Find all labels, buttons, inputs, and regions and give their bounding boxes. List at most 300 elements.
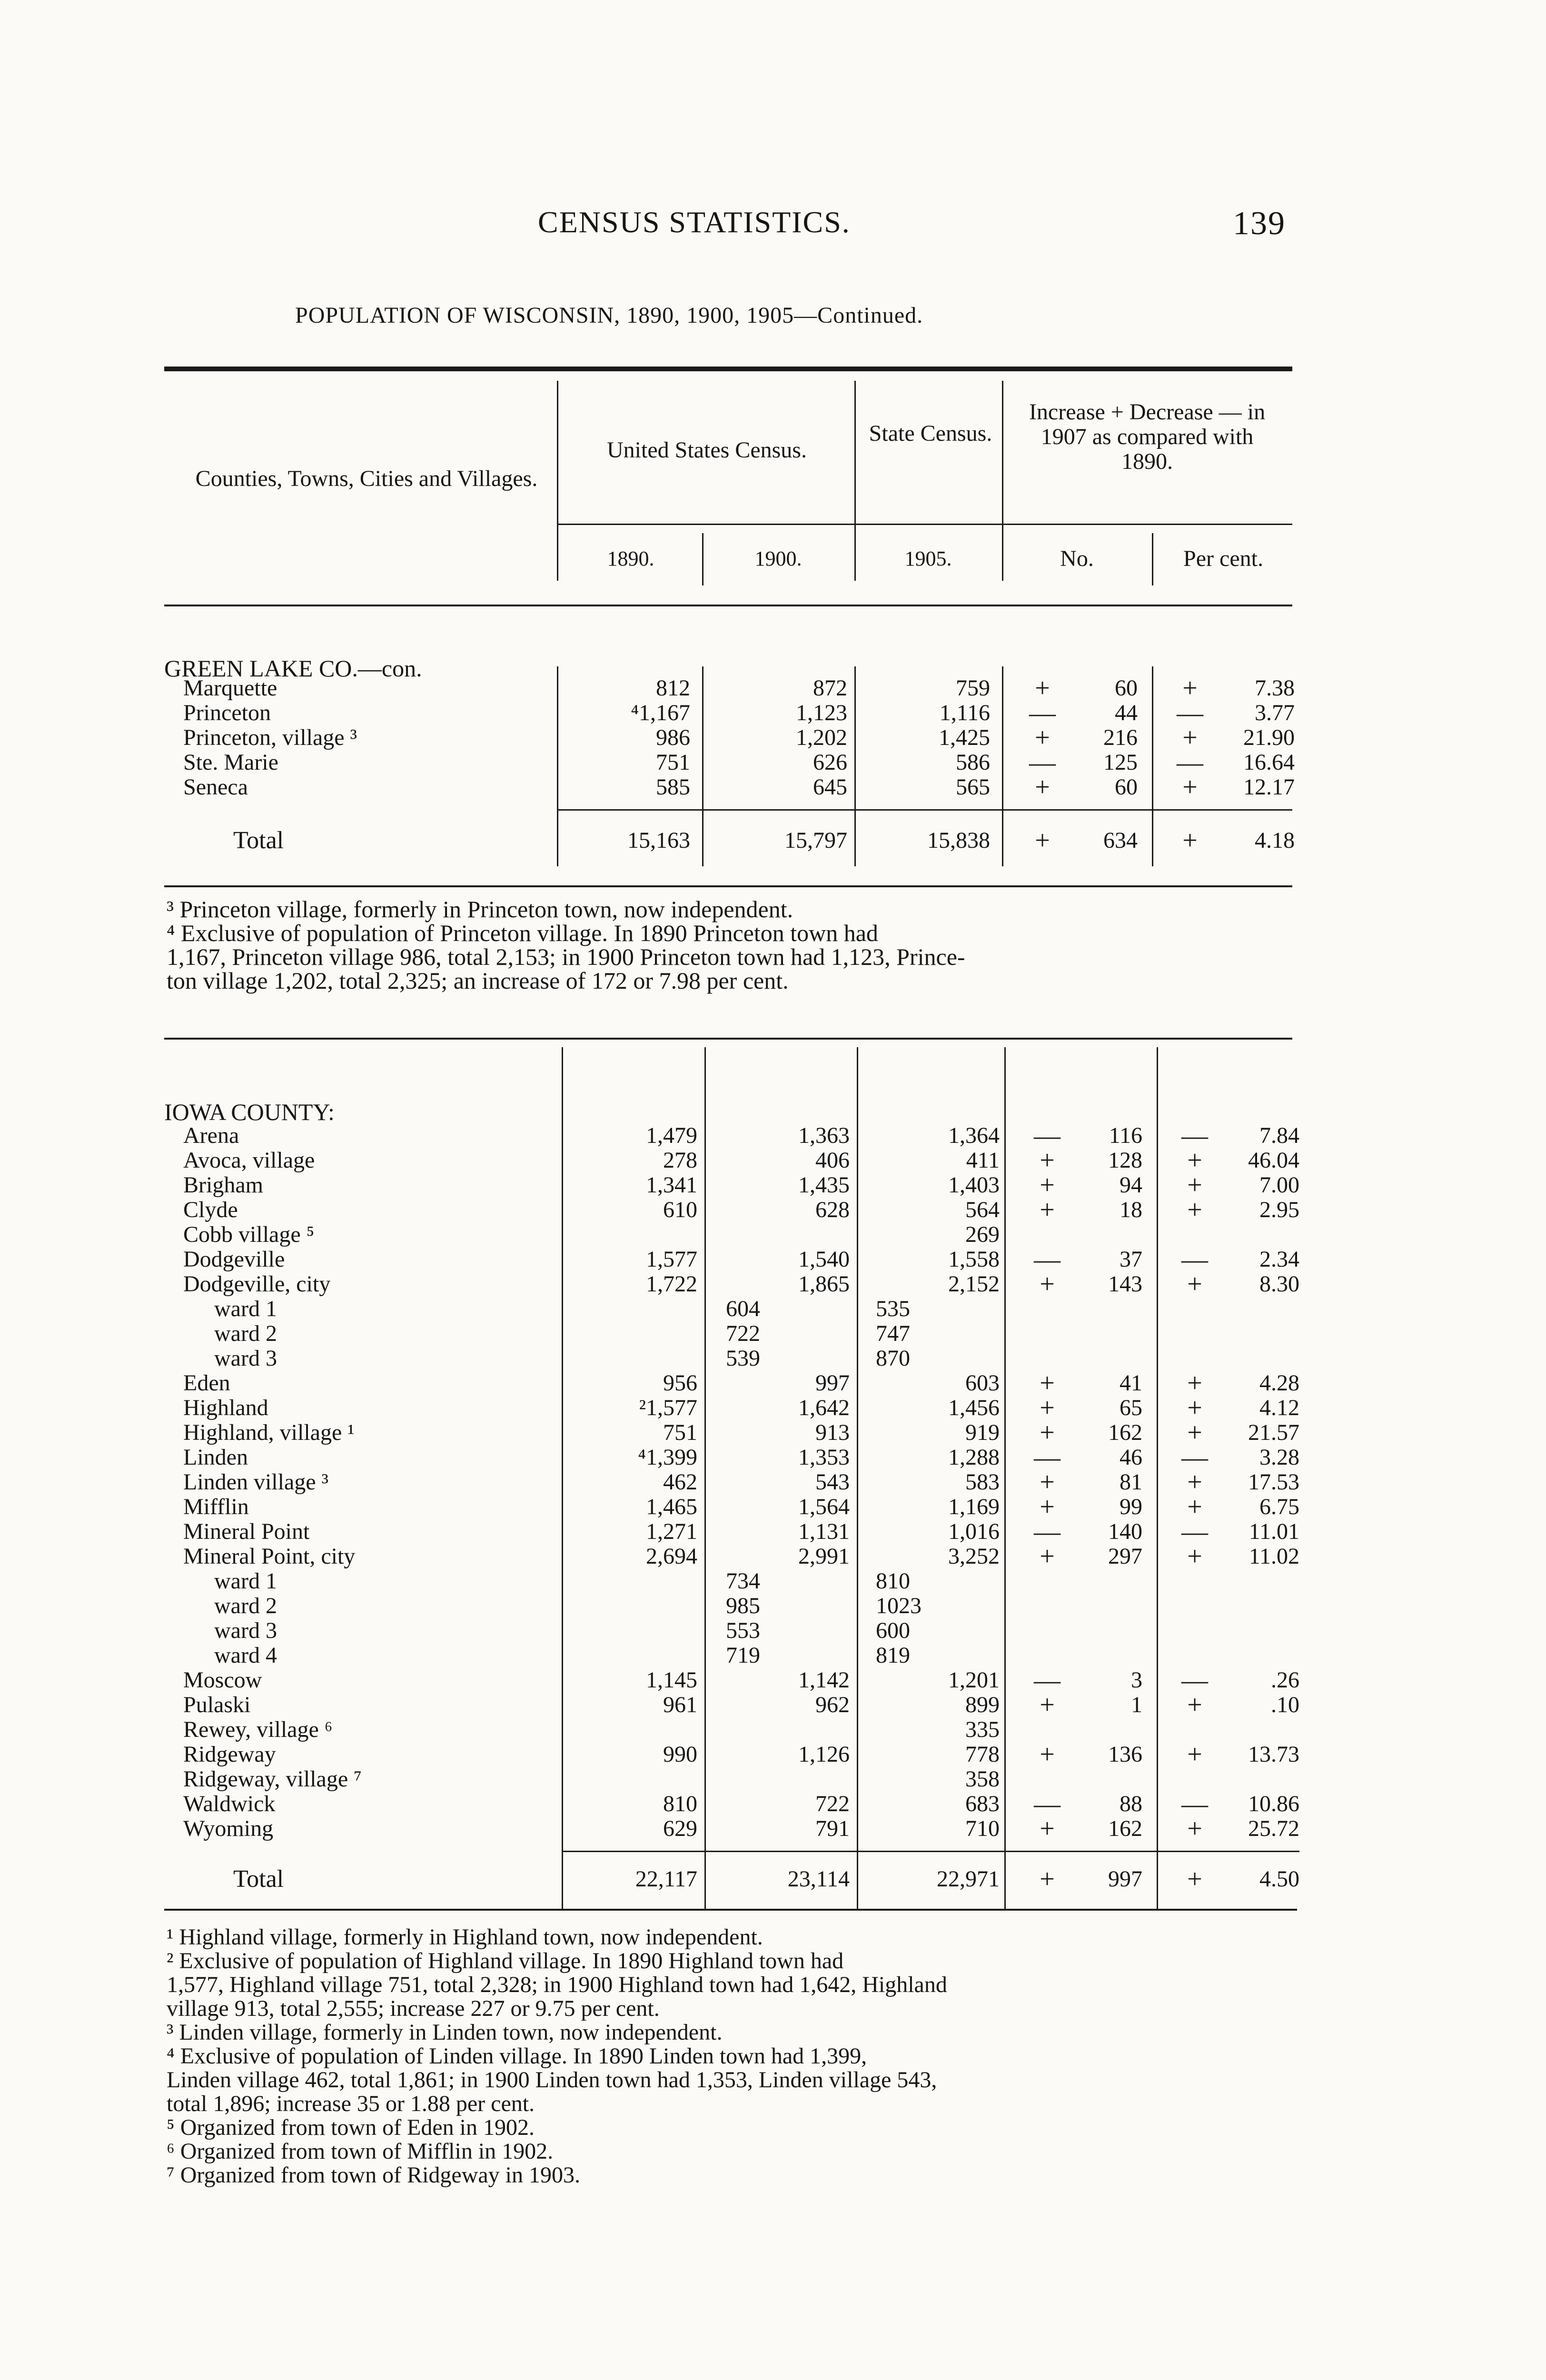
change-sign: + <box>1040 1740 1055 1769</box>
footnote-line: village 913, total 2,555; increase 227 or 9.75 per cent. <box>167 1996 660 2021</box>
change-sign: — <box>1029 698 1056 728</box>
row-name: Seneca <box>183 774 248 800</box>
value-1900: 962 <box>815 1692 850 1717</box>
col-header-1900: 1900. <box>754 547 802 570</box>
row-name: ward 3 <box>214 1618 277 1643</box>
change-sign <box>1180 1222 1209 1247</box>
value-1900 <box>735 1297 850 1321</box>
change-number <box>1071 1346 1142 1371</box>
change-sign <box>1180 1297 1209 1321</box>
value-1900 <box>735 1717 850 1742</box>
value-1890: 751 <box>663 1420 697 1445</box>
value-1900: 543 <box>815 1469 850 1495</box>
value-1890 <box>583 1618 697 1643</box>
change-number: 37 <box>1120 1247 1142 1272</box>
change-number: 88 <box>1120 1791 1142 1816</box>
change-sign: — <box>1181 1789 1208 1819</box>
row-name: Ridgeway <box>183 1742 276 1767</box>
change-sign: + <box>1040 1393 1055 1423</box>
footnote-line: 1,577, Highland village 751, total 2,328; in 1900 Highland town had 1,642, Highland <box>167 1972 947 1997</box>
change-percent <box>1223 1222 1299 1247</box>
value-1900: 722 <box>815 1791 850 1816</box>
change-percent: 16.64 <box>1243 750 1295 775</box>
value-1890: 1,722 <box>646 1271 697 1297</box>
ward-value-1900: 604 <box>726 1296 760 1321</box>
total-1900: 23,114 <box>787 1866 850 1892</box>
value-1905: 335 <box>965 1717 1000 1742</box>
value-1890: 1,271 <box>646 1519 697 1544</box>
change-sign: + <box>1040 1492 1055 1522</box>
value-1890: 278 <box>663 1148 697 1173</box>
value-1900: 1,142 <box>798 1667 850 1693</box>
row-name: Mifflin <box>183 1494 249 1519</box>
value-1890: 961 <box>663 1692 697 1717</box>
row-name: Highland <box>183 1395 268 1420</box>
value-1900 <box>735 1321 850 1346</box>
value-1905: 778 <box>965 1742 1000 1767</box>
col-header-no: No. <box>1060 546 1094 571</box>
change-sign: + <box>1187 1542 1202 1571</box>
row-name: Moscow <box>183 1667 262 1693</box>
change-sign: + <box>1187 1690 1202 1720</box>
change-sign: — <box>1181 1245 1208 1274</box>
row-name: Mineral Point, city <box>183 1544 356 1569</box>
change-number: 44 <box>1115 700 1138 725</box>
value-1890: 812 <box>656 675 690 701</box>
col-header-state: State Census. <box>869 421 992 446</box>
row-name: Cobb village ⁵ <box>183 1222 315 1247</box>
change-percent: 8.30 <box>1259 1271 1299 1297</box>
change-sign: — <box>1034 1517 1060 1547</box>
change-sign: + <box>1187 1418 1202 1448</box>
value-1900 <box>735 1222 850 1247</box>
value-1900 <box>735 1767 850 1792</box>
value-1900 <box>735 1618 850 1643</box>
value-1905: 1,425 <box>939 725 990 750</box>
top-double-rule <box>164 367 1292 371</box>
row-name: ward 1 <box>214 1296 277 1321</box>
change-number: 81 <box>1120 1469 1142 1495</box>
value-1900: 1,123 <box>796 700 847 725</box>
value-1900: 645 <box>813 774 847 800</box>
value-1905: 1,364 <box>948 1123 1000 1148</box>
county-heading: IOWA COUNTY: <box>164 1099 335 1125</box>
change-number: 136 <box>1108 1742 1142 1767</box>
change-number: 65 <box>1120 1395 1142 1420</box>
value-1900: 1,642 <box>798 1395 850 1420</box>
value-1890: ⁴1,399 <box>638 1445 697 1470</box>
vline <box>1004 1047 1006 1909</box>
row-name: Dodgeville <box>183 1247 285 1272</box>
change-number: 143 <box>1108 1271 1142 1297</box>
ward-value-1900: 539 <box>726 1346 760 1371</box>
change-sign: + <box>1187 1814 1202 1844</box>
value-1890 <box>583 1346 697 1371</box>
value-1890: 585 <box>656 774 690 800</box>
value-1890 <box>583 1717 697 1742</box>
value-1900: 1,865 <box>798 1271 850 1297</box>
row-name: ward 1 <box>214 1568 277 1594</box>
vline <box>704 1047 706 1909</box>
change-percent <box>1223 1767 1299 1792</box>
col-header-pct: Per cent. <box>1183 546 1263 571</box>
change-number: 216 <box>1103 725 1138 750</box>
change-sign: + <box>1187 1170 1202 1200</box>
value-1900 <box>735 1346 850 1371</box>
change-number <box>1071 1767 1142 1792</box>
ward-value-1905: 819 <box>876 1643 910 1668</box>
table-title: POPULATION OF WISCONSIN, 1890, 1900, 1905—Continued. <box>295 303 923 328</box>
value-1900: 1,540 <box>798 1247 850 1272</box>
vline <box>1157 1047 1158 1909</box>
change-sign: + <box>1035 826 1050 855</box>
change-sign: + <box>1040 1368 1055 1398</box>
footnote-line: ² Exclusive of population of Highland village. In 1890 Highland town had <box>167 1948 844 1973</box>
section2-top-rule <box>164 1038 1292 1040</box>
row-name: Pulaski <box>183 1692 251 1717</box>
value-1905: 269 <box>965 1222 1000 1247</box>
value-1905: 358 <box>965 1766 1000 1792</box>
row-name: Avoca, village <box>183 1148 315 1173</box>
row-name: Waldwick <box>183 1791 276 1816</box>
change-percent <box>1223 1297 1299 1321</box>
change-sign: + <box>1040 1418 1055 1448</box>
value-1900: 872 <box>813 675 847 701</box>
row-name: ward 4 <box>214 1643 277 1668</box>
vline <box>1002 666 1003 866</box>
value-1900: 628 <box>815 1197 850 1222</box>
change-sign <box>1033 1222 1061 1247</box>
value-1905: 411 <box>966 1148 1000 1173</box>
change-percent: 13.73 <box>1248 1742 1299 1767</box>
vline <box>557 666 558 866</box>
total-1905: 15,838 <box>927 828 990 853</box>
row-name: Princeton <box>183 700 271 725</box>
change-sign <box>1033 1767 1061 1792</box>
change-percent: 2.34 <box>1259 1247 1299 1272</box>
footnote-line: ¹ Highland village, formerly in Highland town, now independent. <box>167 1924 763 1950</box>
row-name: Eden <box>183 1370 230 1396</box>
total-label: Total <box>233 1865 284 1893</box>
change-sign: + <box>1040 1195 1055 1225</box>
change-percent <box>1223 1346 1299 1371</box>
ward-value-1905: 810 <box>876 1568 910 1594</box>
change-sign: — <box>1181 1443 1208 1472</box>
value-1900: 1,353 <box>798 1445 850 1470</box>
change-percent <box>1223 1569 1299 1594</box>
value-1890: 1,341 <box>646 1172 697 1198</box>
total-change-number: 634 <box>1103 828 1138 853</box>
footnote-line: ⁷ Organized from town of Ridgeway in 1903. <box>167 2162 581 2188</box>
change-sign: + <box>1182 773 1198 802</box>
change-number <box>1071 1594 1142 1618</box>
change-number: 60 <box>1115 774 1138 800</box>
ward-value-1900: 719 <box>726 1643 760 1668</box>
footnote-line: ton village 1,202, total 2,325; an increase of 172 or 7.98 per cent. <box>167 967 789 994</box>
change-percent: 46.04 <box>1248 1148 1299 1173</box>
change-number <box>1071 1297 1142 1321</box>
row-name: Arena <box>183 1123 239 1148</box>
row-name: Highland, village ¹ <box>183 1420 355 1445</box>
value-1890: 1,577 <box>646 1247 697 1272</box>
section2-bottom-rule <box>164 1909 1297 1911</box>
vline <box>857 1047 858 1909</box>
change-percent: 3.77 <box>1255 700 1295 725</box>
change-percent <box>1223 1321 1299 1346</box>
change-percent: 7.00 <box>1259 1172 1299 1198</box>
change-sign: + <box>1040 1814 1055 1844</box>
row-name: ward 3 <box>214 1346 277 1371</box>
change-percent <box>1223 1643 1299 1668</box>
change-number: 116 <box>1109 1123 1142 1148</box>
ward-value-1900: 985 <box>726 1593 760 1618</box>
value-1900: 1,202 <box>796 725 847 750</box>
value-1900: 626 <box>813 750 847 775</box>
value-1905: 2,152 <box>948 1271 1000 1297</box>
change-sign: — <box>1177 698 1203 728</box>
ward-value-1900: 553 <box>726 1618 760 1643</box>
value-1900: 997 <box>815 1370 850 1396</box>
change-sign <box>1180 1594 1209 1618</box>
value-1890: 2,694 <box>646 1544 697 1569</box>
change-number <box>1071 1321 1142 1346</box>
value-1905 <box>885 1643 1000 1668</box>
change-percent: 7.84 <box>1259 1123 1299 1148</box>
total-rule <box>557 809 1292 811</box>
footnote-line: ³ Princeton village, formerly in Princeton town, now independent. <box>167 896 793 922</box>
vline <box>854 666 856 866</box>
change-sign: — <box>1181 1121 1208 1150</box>
value-1905: 564 <box>965 1197 1000 1222</box>
change-sign: + <box>1040 1146 1055 1175</box>
change-percent: 4.12 <box>1259 1395 1299 1420</box>
change-sign: + <box>1035 773 1050 802</box>
county-heading: GREEN LAKE CO.—con. <box>164 655 422 682</box>
change-sign <box>1180 1643 1209 1668</box>
change-sign: — <box>1034 1443 1060 1472</box>
value-1905: 1,201 <box>948 1667 1000 1693</box>
change-percent: 12.17 <box>1243 774 1295 800</box>
value-1905: 1,116 <box>939 700 990 725</box>
change-percent: 21.57 <box>1248 1420 1299 1445</box>
change-percent: 2.95 <box>1259 1197 1299 1222</box>
col-header-1905: 1905. <box>904 547 952 570</box>
change-sign <box>1180 1346 1209 1371</box>
value-1905: 1,288 <box>948 1445 1000 1470</box>
change-percent: 21.90 <box>1243 725 1295 750</box>
change-sign: + <box>1187 1864 1202 1894</box>
total-change-number: 997 <box>1108 1866 1142 1892</box>
change-sign: — <box>1029 748 1056 777</box>
change-sign: + <box>1187 1468 1202 1497</box>
change-sign <box>1033 1297 1061 1321</box>
change-percent <box>1223 1717 1299 1742</box>
row-name: Ste. Marie <box>183 750 278 775</box>
change-sign: + <box>1182 723 1198 753</box>
change-sign: — <box>1181 1666 1208 1695</box>
value-1905: 683 <box>965 1791 1000 1816</box>
row-name: Clyde <box>183 1197 238 1222</box>
value-1890: 1,145 <box>646 1667 697 1693</box>
value-1905: 3,252 <box>948 1544 1000 1569</box>
change-sign: + <box>1187 1269 1202 1299</box>
value-1900: 1,435 <box>798 1172 850 1198</box>
footnote-line: ⁴ Exclusive of population of Princeton village. In 1890 Princeton town had <box>167 920 878 946</box>
value-1905: 603 <box>965 1370 1000 1396</box>
change-percent: .26 <box>1271 1667 1299 1693</box>
change-number: 99 <box>1120 1494 1142 1519</box>
footnote-line: ⁶ Organized from town of Mifflin in 1902. <box>167 2139 554 2164</box>
change-sign: + <box>1187 1368 1202 1398</box>
vline <box>1002 381 1003 581</box>
subheader-rule <box>557 524 1292 525</box>
value-1890 <box>583 1569 697 1594</box>
change-sign: + <box>1040 1170 1055 1200</box>
change-sign <box>1180 1321 1209 1346</box>
change-sign: + <box>1040 1468 1055 1497</box>
value-1900: 1,564 <box>798 1494 850 1519</box>
change-sign <box>1180 1717 1209 1742</box>
row-name: Brigham <box>183 1172 263 1198</box>
change-percent <box>1223 1618 1299 1643</box>
footnote-line: Linden village 462, total 1,861; in 1900 Linden town had 1,353, Linden village 543, <box>167 2067 937 2092</box>
value-1900: 913 <box>815 1420 850 1445</box>
change-number <box>1071 1717 1142 1742</box>
change-percent: 6.75 <box>1259 1494 1299 1519</box>
change-percent: 4.28 <box>1259 1370 1299 1396</box>
value-1900 <box>735 1569 850 1594</box>
vline <box>702 533 704 585</box>
total-change-percent: 4.18 <box>1255 828 1295 853</box>
change-percent <box>1223 1594 1299 1618</box>
total-1890: 15,163 <box>627 828 690 853</box>
change-percent: 17.53 <box>1248 1469 1299 1495</box>
vline <box>562 1047 563 1909</box>
change-sign <box>1180 1618 1209 1643</box>
value-1890: 956 <box>663 1370 697 1396</box>
change-number: 128 <box>1108 1148 1142 1173</box>
value-1905: 710 <box>965 1816 1000 1841</box>
row-name: ward 2 <box>214 1321 277 1346</box>
value-1890: 462 <box>663 1469 697 1495</box>
change-number: 125 <box>1103 750 1138 775</box>
change-sign: + <box>1040 1542 1055 1571</box>
change-sign: + <box>1040 1690 1055 1720</box>
value-1905: 586 <box>956 750 990 775</box>
change-sign <box>1033 1643 1061 1668</box>
value-1890 <box>583 1594 697 1618</box>
value-1905: 899 <box>965 1692 1000 1717</box>
value-1900 <box>735 1643 850 1668</box>
footnote-line: 1,167, Princeton village 986, total 2,153; in 1900 Princeton town had 1,123, Prince- <box>167 943 965 970</box>
ward-value-1900: 734 <box>726 1568 760 1594</box>
change-sign: + <box>1187 1492 1202 1522</box>
value-1905 <box>885 1569 1000 1594</box>
running-header: CENSUS STATISTICS. <box>538 205 851 239</box>
change-sign: — <box>1034 1666 1060 1695</box>
change-sign: + <box>1040 1864 1055 1894</box>
change-sign <box>1033 1321 1061 1346</box>
ward-value-1905: 600 <box>876 1618 910 1643</box>
value-1890: 751 <box>656 750 690 775</box>
value-1905: 1,169 <box>948 1494 1000 1519</box>
section1-bottom-rule <box>164 885 1292 887</box>
vline <box>1152 666 1153 866</box>
change-sign <box>1033 1346 1061 1371</box>
value-1905: 1,558 <box>948 1247 1000 1272</box>
vline <box>557 381 558 581</box>
change-sign <box>1033 1569 1061 1594</box>
change-sign: + <box>1035 674 1050 703</box>
change-number <box>1071 1222 1142 1247</box>
value-1890: 1,479 <box>646 1123 697 1148</box>
value-1890: 610 <box>663 1197 697 1222</box>
value-1905: 1,403 <box>948 1172 1000 1198</box>
value-1905: 759 <box>956 675 990 701</box>
value-1905: 565 <box>956 774 990 800</box>
footnote-line: ⁵ Organized from town of Eden in 1902. <box>167 2115 535 2140</box>
page-number: 139 <box>1233 205 1286 242</box>
change-sign: + <box>1187 1393 1202 1423</box>
change-sign: + <box>1040 1269 1055 1299</box>
change-percent: 11.02 <box>1249 1544 1299 1569</box>
change-percent: 7.38 <box>1255 675 1295 701</box>
row-name: Linden <box>183 1445 248 1470</box>
value-1900: 791 <box>815 1816 850 1841</box>
footnote-line: total 1,896; increase 35 or 1.88 per cent. <box>167 2091 535 2116</box>
change-sign: — <box>1034 1121 1060 1150</box>
ward-value-1905: 747 <box>876 1321 910 1346</box>
row-name: Princeton, village ³ <box>183 725 357 750</box>
row-name: Ridgeway, village ⁷ <box>183 1766 362 1792</box>
change-sign: — <box>1181 1517 1208 1547</box>
change-number: 94 <box>1120 1172 1142 1198</box>
col-header-name: Counties, Towns, Cities and Villages. <box>195 466 538 491</box>
total-1890: 22,117 <box>635 1866 697 1892</box>
change-number: 60 <box>1115 675 1138 701</box>
value-1900: 1,126 <box>798 1742 850 1767</box>
value-1905 <box>885 1346 1000 1371</box>
value-1905 <box>885 1618 1000 1643</box>
value-1905: 1,456 <box>948 1395 1000 1420</box>
row-name: ward 2 <box>214 1593 277 1618</box>
change-number: 3 <box>1131 1667 1142 1693</box>
col-header-change: Increase + Decrease — in 1907 as compared with 1890. <box>1029 399 1266 474</box>
value-1905: 919 <box>965 1420 1000 1445</box>
col-header-us: United States Census. <box>607 437 807 463</box>
change-number: 297 <box>1108 1544 1142 1569</box>
change-sign <box>1033 1618 1061 1643</box>
change-number: 1 <box>1131 1692 1142 1717</box>
value-1890 <box>583 1297 697 1321</box>
value-1890 <box>583 1222 697 1247</box>
change-sign <box>1180 1569 1209 1594</box>
value-1905: 583 <box>965 1469 1000 1495</box>
change-number: 41 <box>1120 1370 1142 1396</box>
vline <box>702 666 704 866</box>
value-1905 <box>885 1594 1000 1618</box>
row-name: Dodgeville, city <box>183 1271 331 1297</box>
change-sign <box>1033 1717 1061 1742</box>
change-sign <box>1180 1767 1209 1792</box>
change-sign: — <box>1034 1245 1060 1274</box>
value-1890: 1,465 <box>646 1494 697 1519</box>
value-1900: 1,363 <box>798 1123 850 1148</box>
change-number <box>1071 1643 1142 1668</box>
change-number: 140 <box>1108 1519 1142 1544</box>
value-1900: 406 <box>815 1148 850 1173</box>
change-sign: + <box>1035 723 1050 753</box>
